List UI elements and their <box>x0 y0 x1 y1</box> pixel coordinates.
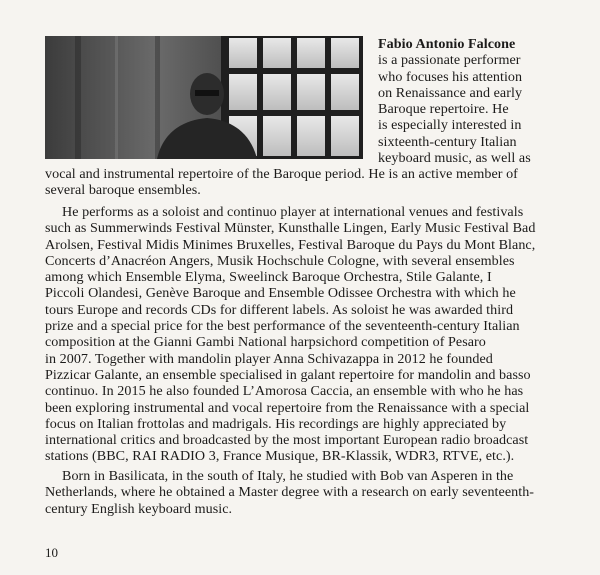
text-line: vocal and instrumental repertoire of the Baroque period. He is an active member of <box>45 166 518 182</box>
text-line: Born in Basilicata, in the south of Italy, he studied with Bob van Asperen in the <box>62 468 514 484</box>
text-line: been exploring instrumental and vocal repertoire from the Renaissance with a special <box>45 399 530 416</box>
text-line: several baroque ensembles. <box>45 182 201 199</box>
text-line: stations (BBC, RAI RADIO 3, France Musique, BR-Klassik, WDR3, RTVE, etc.). <box>45 448 515 465</box>
text-line: composition at the Gianni Gambi National harpsichord competition of Pesaro <box>45 334 486 351</box>
paragraph-2 <box>45 204 535 465</box>
text-line: Concerts d’Anacréon Angers, Musik Hochschule Cologne, with several ensembles <box>45 252 515 269</box>
intro-line: is a passionate performer <box>378 52 521 69</box>
paragraph-3 <box>45 468 534 517</box>
text-line: continuo. In 2015 he also founded L’Amorosa Caccia, an ensemble with who he has <box>45 383 524 400</box>
paragraph-1-tail <box>45 166 518 199</box>
intro-line: who focuses his attention <box>378 68 523 85</box>
portrait-photo <box>45 36 363 159</box>
text-line: international critics and broadcasted by the most important European radio broadcast <box>45 432 529 449</box>
text-line: He performs as a soloist and continuo player at international venues and festivals <box>62 204 524 220</box>
text-line: focus on Italian frottolas and madrigals. His recordings are highly appreciated by <box>45 415 507 432</box>
text-line: tours Europe and records CDs for different labels. As soloist he was awarded third <box>45 301 514 318</box>
text-line: in 2007. Together with mandolin player Anna Schivazappa in 2012 he founded <box>45 350 493 367</box>
text-line: such as Summerwinds Festival Münster, Kunsthalle Lingen, Early Music Festival Bad <box>45 220 536 237</box>
text-line: Netherlands, where he obtained a Master degree with a research on early seventeenth- <box>45 484 535 501</box>
intro-line: sixteenth-century Italian <box>378 133 517 150</box>
text-line: Arolsen, Festival Midis Minimes Bruxelles, Festival Baroque du Pays du Mont Blanc, <box>45 236 536 253</box>
text-line: century English keyboard music. <box>45 500 233 517</box>
text-line: among which Ensemble Elyma, Sweelinck Baroque Orchestra, Stile Galante, I <box>45 269 492 286</box>
intro-line: keyboard music, as well as <box>378 150 531 167</box>
text-line: Piccoli Olandesi, Genève Baroque and Ensemble Odissee Orchestra with which he <box>45 285 516 302</box>
page-number: 10 <box>45 545 59 560</box>
intro-text <box>378 36 531 166</box>
intro-line: is especially interested in <box>378 117 522 134</box>
intro-line: Baroque repertoire. He <box>378 101 509 118</box>
performer-name: Fabio Antonio Falcone <box>378 36 516 52</box>
text-line: Pizzicar Galante, an ensemble specialised in galant repertoire for mandolin and basso <box>45 366 531 383</box>
intro-line: on Renaissance and early <box>378 84 523 101</box>
text-line: prize and a special price for the best performance of the seventeenth-century Italian <box>45 318 520 335</box>
